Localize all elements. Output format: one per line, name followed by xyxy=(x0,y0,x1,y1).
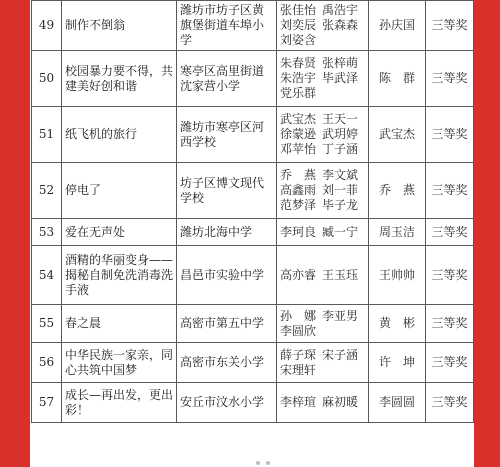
student-name: 高亦睿 xyxy=(280,267,317,282)
award-level: 三等奖 xyxy=(426,1,474,51)
award-level: 三等奖 xyxy=(426,246,474,305)
student-name: 刘奕辰 xyxy=(280,18,317,32)
student-name: 毕武泽 xyxy=(322,71,359,85)
school-name: 寒亭区高里街道沈家营小学 xyxy=(177,51,277,107)
row-number: 54 xyxy=(32,246,62,305)
awards-table xyxy=(31,0,474,423)
work-title: 校园暴力要不得，共建美好创和谐 xyxy=(62,51,177,107)
student-name: 李梓瑄 xyxy=(280,395,317,409)
table-row xyxy=(32,383,474,423)
student-name: 宋子涵 xyxy=(322,347,359,362)
student-name: 丁子涵 xyxy=(322,142,359,156)
work-title: 爱在无声处 xyxy=(62,219,177,246)
student-name: 宋理轩 xyxy=(280,362,317,377)
student-name: 臧一宁 xyxy=(322,224,359,239)
student-name: 李文斌 xyxy=(322,168,359,182)
table-row xyxy=(32,1,474,51)
student-name: 乔 燕 xyxy=(280,168,317,182)
table-row xyxy=(32,51,474,107)
row-number: 52 xyxy=(32,163,62,219)
student-name: 刘一菲 xyxy=(322,183,359,197)
row-number: 57 xyxy=(32,383,62,423)
red-border-left xyxy=(0,0,30,467)
table-row xyxy=(32,163,474,219)
student-names xyxy=(277,343,369,383)
teacher-name: 武宝杰 xyxy=(369,107,426,163)
student-name: 王天一 xyxy=(322,112,359,126)
student-name: 党乐群 xyxy=(280,86,317,100)
work-title: 中华民族一家亲，同心共筑中国梦 xyxy=(62,343,177,383)
student-name: 李珂良 xyxy=(280,224,317,239)
student-name: 李圆欣 xyxy=(280,323,317,338)
teacher-name: 黄 彬 xyxy=(369,305,426,343)
teacher-name: 李圆圆 xyxy=(369,383,426,423)
student-name: 王玉珏 xyxy=(322,267,359,282)
student-names xyxy=(277,163,369,219)
school-name: 安丘市汶水小学 xyxy=(177,383,277,423)
award-level: 三等奖 xyxy=(426,383,474,423)
school-name: 潍坊北海中学 xyxy=(177,219,277,246)
work-title: 春之晨 xyxy=(62,305,177,343)
student-name: 麻初暖 xyxy=(322,395,359,409)
school-name: 坊子区博文现代学校 xyxy=(177,163,277,219)
row-number: 56 xyxy=(32,343,62,383)
teacher-name: 陈 群 xyxy=(369,51,426,107)
student-names xyxy=(277,1,369,51)
table-row xyxy=(32,343,474,383)
student-name: 毕子龙 xyxy=(322,198,359,212)
row-number: 55 xyxy=(32,305,62,343)
student-names xyxy=(277,383,369,423)
award-level: 三等奖 xyxy=(426,163,474,219)
student-name: 张梓萌 xyxy=(322,56,359,70)
work-title: 制作不倒翁 xyxy=(62,1,177,51)
page-indicator-dot[interactable] xyxy=(266,461,270,465)
student-name: 孙 娜 xyxy=(280,308,317,323)
teacher-name: 许 坤 xyxy=(369,343,426,383)
student-name: 张佳怡 xyxy=(280,3,317,17)
table-row xyxy=(32,107,474,163)
row-number: 53 xyxy=(32,219,62,246)
award-level: 三等奖 xyxy=(426,51,474,107)
student-name: 武宝杰 xyxy=(280,112,317,126)
table-row xyxy=(32,246,474,305)
work-title: 纸飞机的旅行 xyxy=(62,107,177,163)
row-number: 49 xyxy=(32,1,62,51)
school-name: 高密市东关小学 xyxy=(177,343,277,383)
teacher-name: 孙庆国 xyxy=(369,1,426,51)
student-name: 朱春贤 xyxy=(280,56,317,70)
school-name: 高密市第五中学 xyxy=(177,305,277,343)
student-names xyxy=(277,51,369,107)
student-name: 李亚男 xyxy=(322,308,359,323)
work-title: 成长—再出发，更出彩！ xyxy=(62,383,177,423)
school-name: 昌邑市实验中学 xyxy=(177,246,277,305)
teacher-name: 周玉洁 xyxy=(369,219,426,246)
table-row xyxy=(32,305,474,343)
award-level: 三等奖 xyxy=(426,107,474,163)
page-indicator-dot[interactable] xyxy=(256,461,260,465)
student-name: 徐蒙逊 xyxy=(280,127,317,141)
award-level: 三等奖 xyxy=(426,305,474,343)
student-names xyxy=(277,107,369,163)
teacher-name: 王帅帅 xyxy=(369,246,426,305)
student-name: 高鑫雨 xyxy=(280,183,317,197)
student-name: 邓苹怡 xyxy=(280,142,317,156)
school-name: 潍坊市坊子区黄旗堡街道车埠小学 xyxy=(177,1,277,51)
student-name: 薛子琛 xyxy=(280,347,317,362)
student-names xyxy=(277,219,369,246)
student-name: 武玥婷 xyxy=(322,127,359,141)
table-row xyxy=(32,219,474,246)
teacher-name: 乔 燕 xyxy=(369,163,426,219)
school-name: 潍坊市寒亭区河西学校 xyxy=(177,107,277,163)
row-number: 50 xyxy=(32,51,62,107)
document-page xyxy=(30,0,474,467)
student-names xyxy=(277,305,369,343)
award-level: 三等奖 xyxy=(426,343,474,383)
student-name: 刘姿含 xyxy=(280,33,317,47)
award-level: 三等奖 xyxy=(426,219,474,246)
work-title: 停电了 xyxy=(62,163,177,219)
work-title: 酒精的华丽变身——揭秘自制免洗消毒洗手液 xyxy=(62,246,177,305)
student-name: 张森森 xyxy=(322,18,359,32)
red-border-right xyxy=(474,0,500,467)
student-name: 禹浩宇 xyxy=(322,3,359,17)
student-names xyxy=(277,246,369,305)
student-name: 朱浩宇 xyxy=(280,71,317,85)
student-name: 范梦泽 xyxy=(280,198,317,212)
row-number: 51 xyxy=(32,107,62,163)
